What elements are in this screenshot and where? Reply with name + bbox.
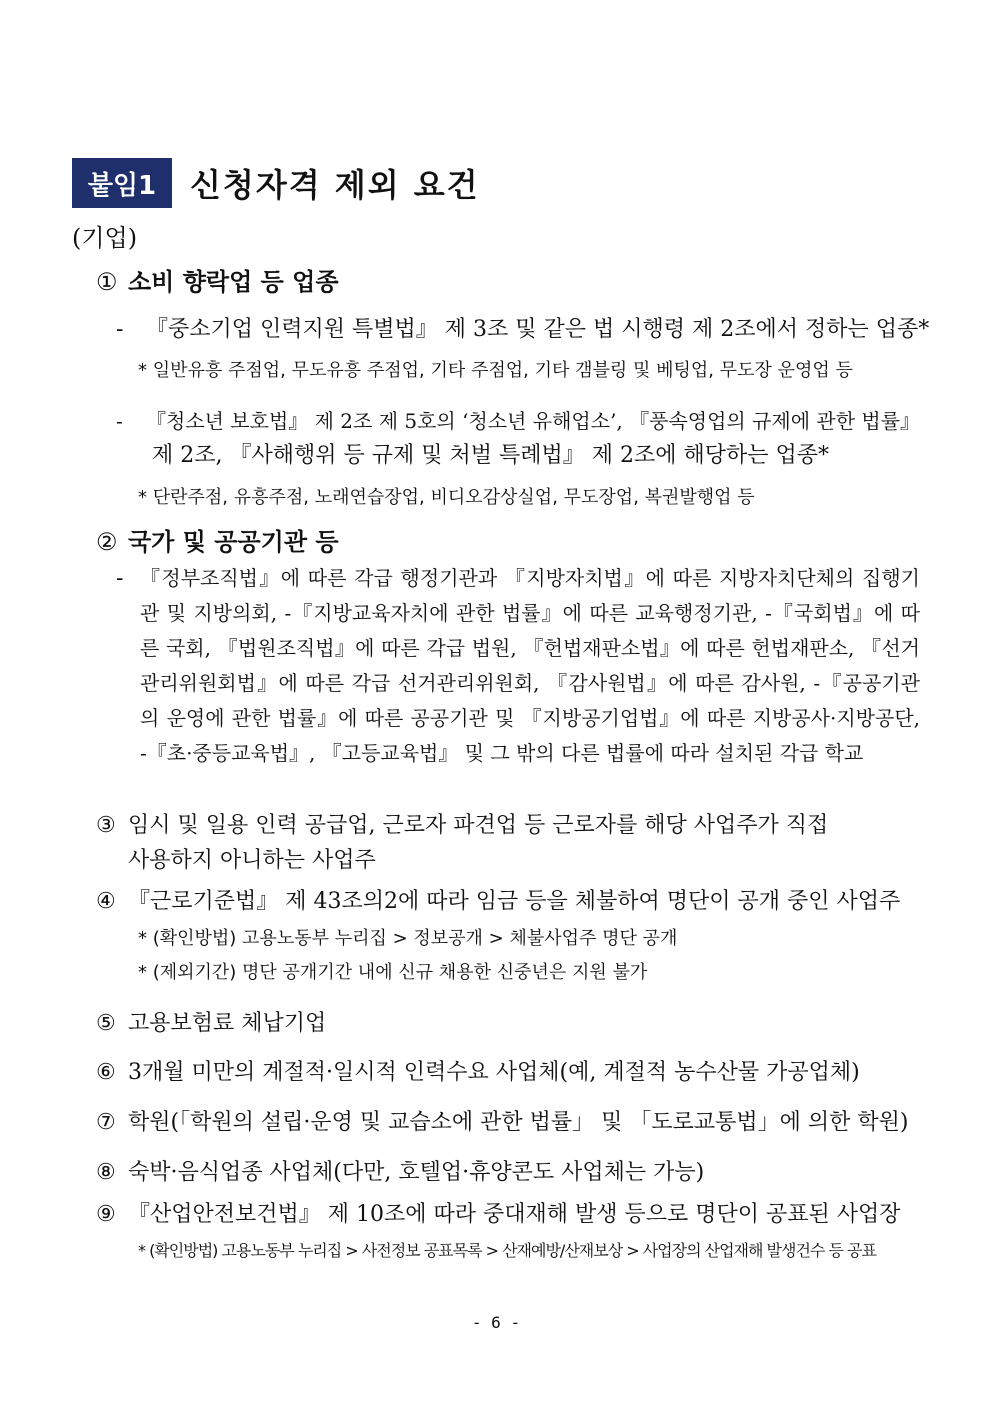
item-9 <box>96 1197 901 1228</box>
item-number: ⑦ <box>96 1110 116 1135</box>
item-7 <box>96 1105 908 1136</box>
attachment-badge: 붙임1 <box>72 158 172 208</box>
item-number: ① <box>96 268 118 296</box>
bullet-marker: - <box>116 409 123 433</box>
item-text: 『근로기준법』 제 43조의2에 따라 임금 등을 체불하여 명단이 공개 중인 사업주 <box>128 889 901 914</box>
item-2-bullet-marker: - <box>116 566 124 591</box>
category-label: (기업) <box>72 224 138 252</box>
item-8 <box>96 1155 704 1186</box>
page-title: 신청자격 제외 요건 <box>190 166 480 204</box>
item-number: ② <box>96 528 118 556</box>
item-1-bullet-1-note: * 일반유흥 주점업, 무도유흥 주점업, 기타 주점업, 기타 갬블링 및 베팅업, 무도장 운영업 등 <box>138 360 853 381</box>
item-text: 고용보험료 체납기업 <box>128 1011 327 1036</box>
item-1-bullet-2-cont: 제 2조, 『사해행위 등 규제 및 처벌 특례법』 제 2조에 해당하는 업종* <box>152 443 829 468</box>
item-number: ⑧ <box>96 1160 116 1185</box>
item-2-heading <box>96 522 339 557</box>
item-3 <box>96 808 828 839</box>
item-number: ⑥ <box>96 1060 116 1085</box>
page-number: - 6 - <box>471 1313 521 1332</box>
item-1-bullet-2 <box>116 405 920 434</box>
item-number: ⑨ <box>96 1202 116 1227</box>
item-3-cont: 사용하지 아니하는 사업주 <box>128 848 376 873</box>
bullet-text: 『중소기업 인력지원 특별법』 제 3조 및 같은 법 시행령 제 2조에서 정하는 업종* <box>146 317 930 342</box>
bullet-marker: - <box>116 317 124 342</box>
item-number: ⑤ <box>96 1011 116 1036</box>
item-number: ③ <box>96 813 116 838</box>
item-4-note-2: * (제외기간) 명단 공개기간 내에 신규 채용한 신중년은 지원 불가 <box>138 962 648 983</box>
item-text: 학원(「학원의 설립·운영 및 교습소에 관한 법률」 및 「도로교통법」에 의한 학원) <box>128 1110 909 1135</box>
item-1-heading <box>96 262 339 297</box>
item-2-paragraph: 『정부조직법』에 따른 각급 행정기관과 『지방자치법』에 따른 지방자치단체의 집행기관 및 지방의회, -『지방교육자치에 관한 법률』에 따른 교육행정기관, -『국회법』에 따른 국회, 『법원조직법』에 따른 각급 법원, 『헌법재판소법』에 따른 헌법재판소, 『선거관리위원회법』에 따른 각급 선거관리위원회, 『감사원법』에 따른 감사원, -『공공기관의 운영에 관한 법률』에 따른 공공기관 및 『지방공기업법』에 따른 지방공사·지방공단, -『초·중등교육법』, 『고등교육법』 및 그 밖의 다른 법률에 따라 설치된 각급 학교 <box>140 566 920 765</box>
item-text: 3개월 미만의 계절적·일시적 인력수요 사업체(예, 계절적 농수산물 가공업체) <box>128 1060 860 1085</box>
item-4-note-1: * (확인방법) 고용노동부 누리집 > 정보공개 > 체불사업주 명단 공개 <box>138 928 678 949</box>
item-6 <box>96 1055 860 1086</box>
item-4 <box>96 884 900 915</box>
item-1-bullet-2-note: * 단란주점, 유흥주점, 노래연습장업, 비디오감상실업, 무도장업, 복권발행업 등 <box>138 487 755 508</box>
item-heading-text: 소비 향락업 등 업종 <box>128 267 339 296</box>
item-9-note: * (확인방법) 고용노동부 누리집 > 사전정보 공표목록 > 산재예방/산재보상 > 사업장의 산업재해 발생건수 등 공표 <box>138 1241 876 1260</box>
item-heading-text: 국가 및 공공기관 등 <box>128 527 339 556</box>
item-text: 숙박·음식업종 사업체(다만, 호텔업·휴양콘도 사업체는 가능) <box>128 1160 705 1185</box>
item-5 <box>96 1006 326 1037</box>
item-number: ④ <box>96 889 116 914</box>
item-text: 임시 및 일용 인력 공급업, 근로자 파견업 등 근로자를 해당 사업주가 직접 <box>128 813 829 838</box>
bullet-text: 『청소년 보호법』 제 2조 제 5호의 ‘청소년 유해업소’, 『풍속영업의 규제에 관한 법률』 <box>146 409 921 433</box>
item-1-bullet-1 <box>116 312 929 343</box>
item-text: 『산업안전보건법』 제 10조에 따라 중대재해 발생 등으로 명단이 공표된 사업장 <box>128 1202 901 1227</box>
